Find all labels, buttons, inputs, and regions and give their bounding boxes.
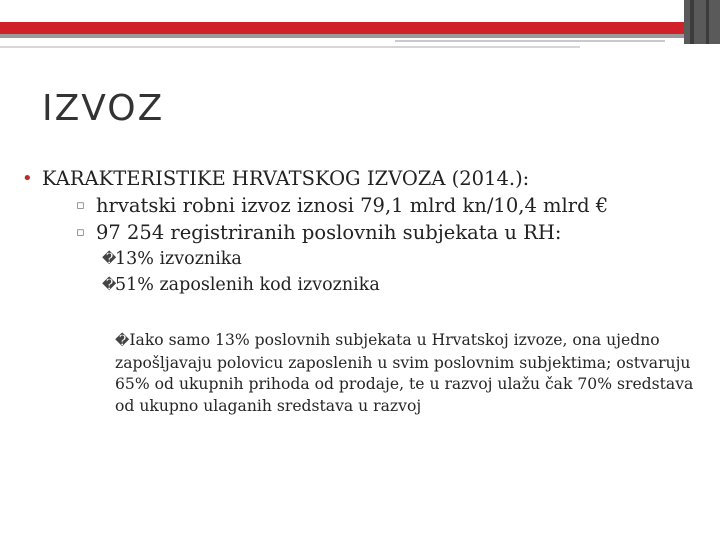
bullet-glyph-icon: � — [102, 277, 117, 293]
sub-sub-item — [12, 272, 702, 298]
header-decoration — [0, 0, 720, 44]
sub-item — [12, 192, 702, 219]
thin-line-upper — [395, 40, 665, 42]
sub-item-text: hrvatski robni izvoz iznosi 79,1 mlrd kn/10,4 mlrd € — [96, 194, 609, 217]
sub-sub-item-text: 51% zaposlenih kod izvoznika — [115, 275, 380, 295]
note-text: Iako samo 13% poslovnih subjekata u Hrvatskoj izvoze, ona ujedno zapošljavaju polovicu zaposlenih u svim poslovnim subjektima; ostvaruju 65% od ukupnih prihoda od prodaje, te u razvoj ulažu čak 70% sredstava od ukupno ulaganih sredstava u razvoj — [115, 331, 694, 415]
heading-text: KARAKTERISTIKE HRVATSKOG IZVOZA (2014.): — [42, 167, 530, 190]
sub-item-text: 97 254 registriranih poslovnih subjekata u RH: — [96, 221, 562, 244]
slide-body — [12, 165, 702, 415]
gray-band — [0, 34, 720, 38]
thin-line-lower — [0, 46, 580, 48]
sub-item — [12, 219, 702, 246]
sub-sub-item — [12, 246, 702, 272]
bullet-dot-icon: • — [22, 168, 33, 189]
dark-corner-block — [684, 0, 720, 44]
note-paragraph — [115, 330, 695, 417]
bullet-item-heading — [12, 165, 702, 192]
bullet-glyph-icon: � — [102, 251, 117, 267]
bullet-square-icon: ▫ — [76, 225, 85, 240]
red-band — [0, 22, 720, 34]
bullet-square-icon: ▫ — [76, 198, 85, 213]
slide-title: IZVOZ — [42, 88, 165, 129]
sub-sub-item-text: 13% izvoznika — [115, 249, 242, 269]
bullet-glyph-icon: � — [115, 333, 130, 349]
